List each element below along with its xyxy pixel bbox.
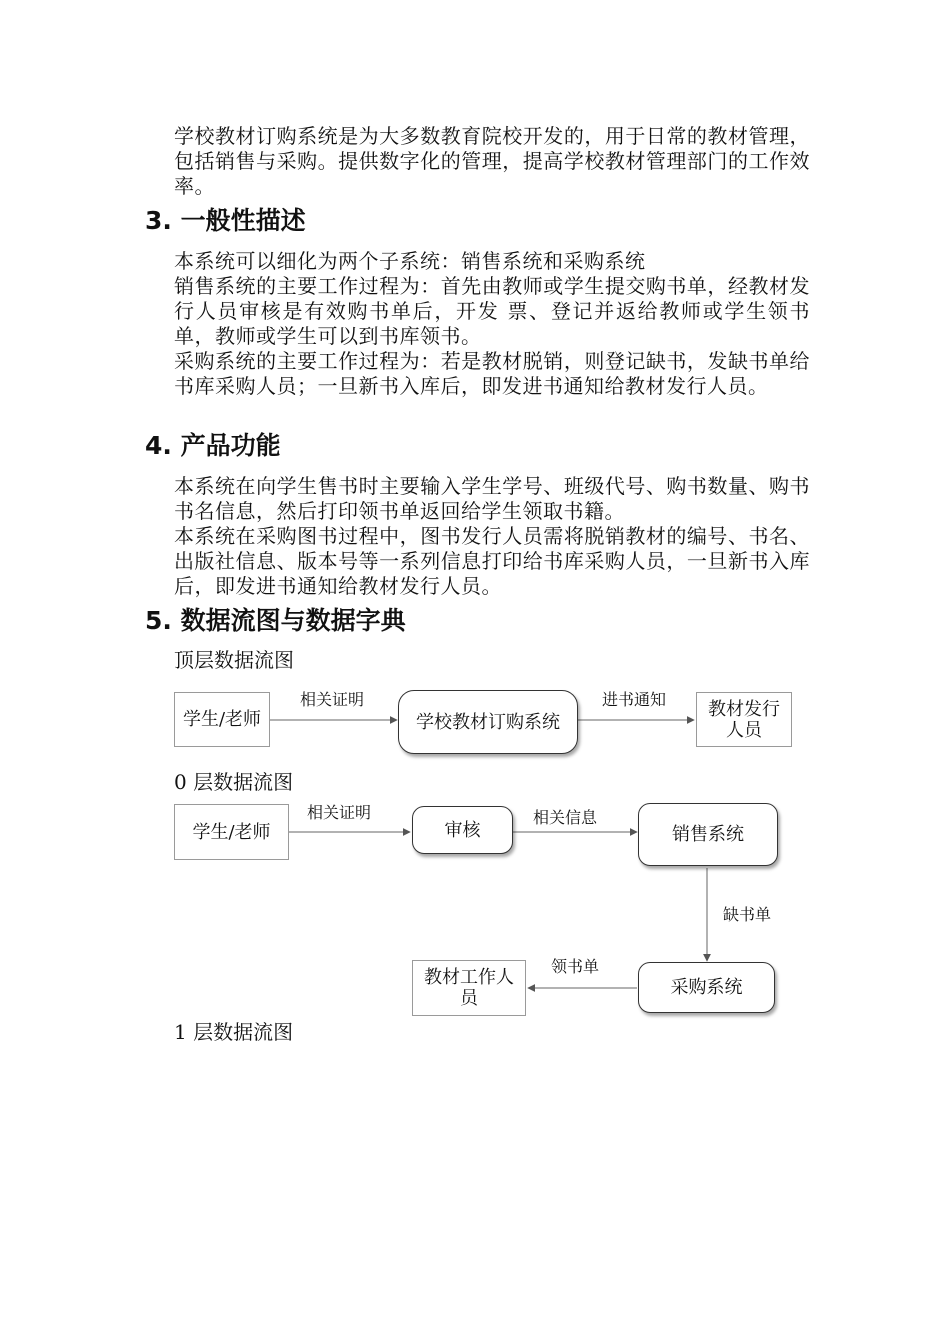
top-level-dfd-caption: 顶层数据流图 bbox=[174, 648, 294, 672]
l0-audit-process: 审核 bbox=[412, 806, 513, 854]
top-source-entity: 学生/老师 bbox=[174, 692, 270, 747]
l0-staff-entity: 教材工作人员 bbox=[412, 960, 526, 1016]
l0-flow-label-3: 缺书单 bbox=[723, 905, 772, 924]
l0-flow-label-2: 相关信息 bbox=[533, 808, 598, 827]
level-0-dfd-caption: 0 层数据流图 bbox=[174, 770, 294, 794]
top-process: 学校教材订购系统 bbox=[398, 690, 578, 754]
l0-flow-label-1: 相关证明 bbox=[307, 803, 372, 822]
section-4-paragraph-1: 本系统在向学生售书时主要输入学生学号、班级代号、购书数量、购书书名信息，然后打印领书单返回给学生领取书籍。 bbox=[174, 474, 810, 523]
l0-purchase-process: 采购系统 bbox=[638, 962, 775, 1013]
top-sink-entity: 教材发行人员 bbox=[696, 692, 792, 747]
level-1-dfd-caption: 1 层数据流图 bbox=[174, 1020, 294, 1044]
intro-paragraph: 学校教材订购系统是为大多数教育院校开发的，用于日常的教材管理，包括销售与采购。提供数字化的管理，提高学校教材管理部门的工作效率。 bbox=[174, 124, 810, 198]
section-4-paragraph-2: 本系统在采购图书过程中，图书发行人员需将脱销教材的编号、书名、出版社信息、版本号等一系列信息打印给书库采购人员，一旦新书入库后，即发进书通知给教材发行人员。 bbox=[174, 524, 810, 598]
l0-flow-label-4: 领书单 bbox=[551, 957, 600, 976]
section-3-paragraph-1: 本系统可以细化为两个子系统：销售系统和采购系统 bbox=[174, 249, 646, 273]
section-4-heading: 4. 产品功能 bbox=[145, 431, 281, 460]
section-3-paragraph-2: 销售系统的主要工作过程为：首先由教师或学生提交购书单，经教材发行人员审核是有效购书单后，开发 票、登记并返给教师或学生领书单，教师或学生可以到书库领书。 bbox=[174, 274, 810, 348]
top-flow-label-2: 进书通知 bbox=[602, 690, 667, 709]
section-5-heading: 5. 数据流图与数据字典 bbox=[145, 606, 406, 635]
section-3-paragraph-3: 采购系统的主要工作过程为：若是教材脱销，则登记缺书，发缺书单给书库采购人员；一旦新书入库后，即发进书通知给教材发行人员。 bbox=[174, 349, 810, 398]
section-3-heading: 3. 一般性描述 bbox=[145, 206, 306, 235]
l0-source-entity: 学生/老师 bbox=[174, 804, 289, 860]
l0-sales-process: 销售系统 bbox=[638, 803, 778, 866]
top-flow-label-1: 相关证明 bbox=[300, 690, 365, 709]
